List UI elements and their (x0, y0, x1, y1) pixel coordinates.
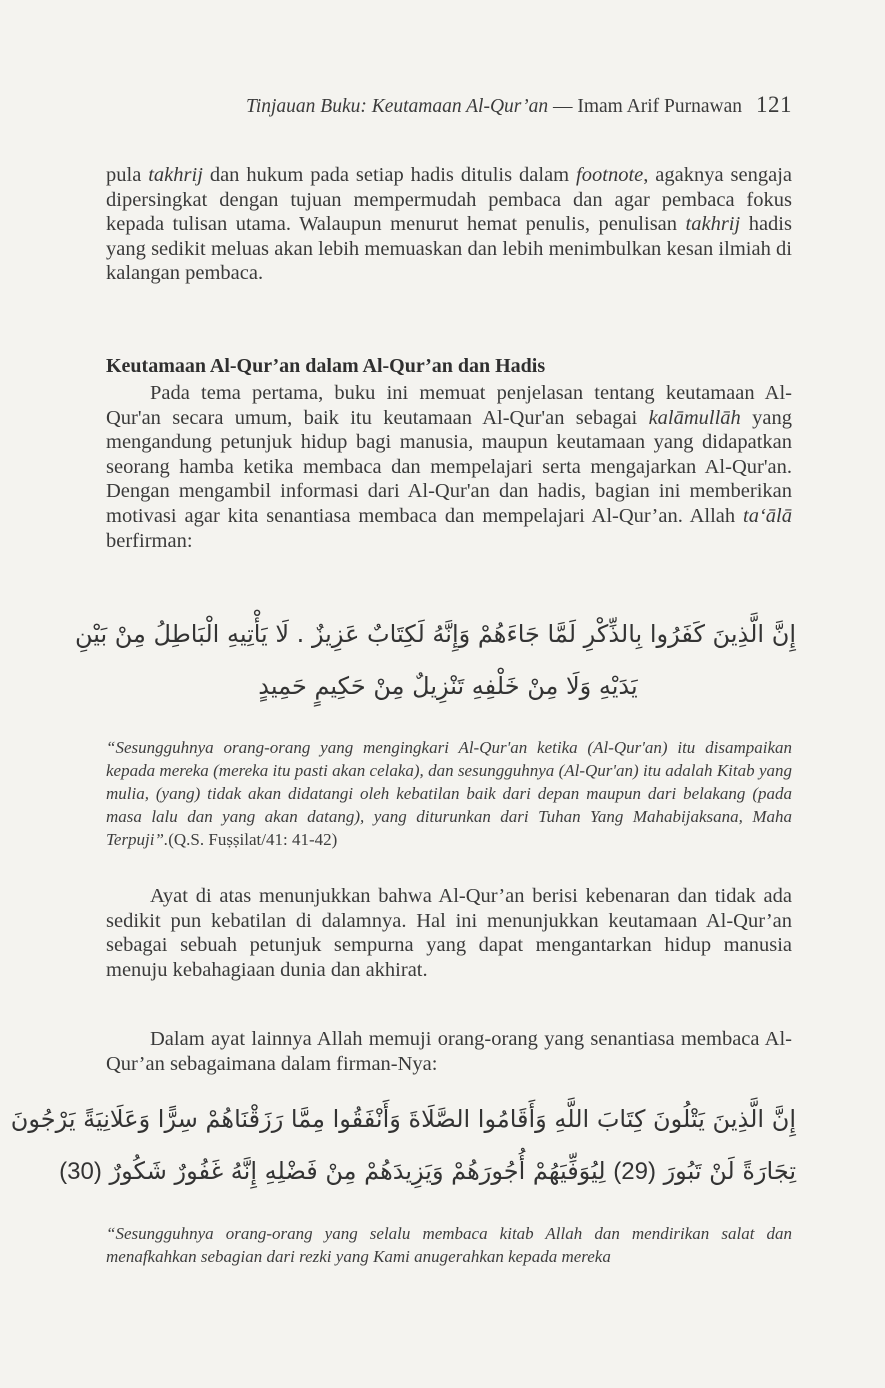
paragraph-intro (106, 163, 792, 286)
text-run: berfirman: (106, 529, 193, 552)
arabic-verse-1-line-2: يَدَيْهِ وَلَا مِنْ خَلْفِهِ تَنْزِيلٌ مِنْ حَكِيمٍ حَمِيدٍ (258, 672, 638, 700)
paragraph-section-intro (106, 381, 792, 553)
paragraph-lead-in: Dalam ayat lainnya Allah memuji orang-orang yang senantiasa membaca Al-Qur’an sebagaimana dalam firman-Nya: (106, 1028, 792, 1075)
page-number: 121 (756, 92, 792, 117)
italic-term: footnote (576, 164, 644, 186)
arabic-verse-1-line-1: إِنَّ الَّذِينَ كَفَرُوا بِالذِّكْرِ لَمَّا جَاءَهُمْ وَإِنَّهُ لَكِتَابٌ عَزِيزٌ . لَا يَأْتِيهِ الْبَاطِلُ مِنْ بَيْنِ (74, 620, 796, 648)
translation-text: “Sesungguhnya orang-orang yang mengingkari Al-Qur'an ketika (Al-Qur'an) itu disampaikan kepada mereka (mereka itu pasti akan celaka), dan sesungguhnya (Al-Qur'an) itu adalah Kitab yang mulia, (yang) tidak akan didatangi oleh kebatilan baik dari depan maupun dari belakang (pada masa lalu dan yang akan datang), yang diturunkan dari Tuhan Yang Mahabijaksana, Maha Terpuji”. (106, 738, 792, 849)
text-run: yang mengandung petunjuk hidup bagi manusia, maupun keutamaan yang didapatkan seorang hamba ketika membaca dan mempelajari serta mengajarkan Al-Qur'an. Dengan mengambil informasi dari Al-Qur'an dan hadis, bagian ini memberikan motivasi agar kita senantiasa membaca dan mempelajari Al-Qur’an. Allah (106, 406, 792, 527)
verse-text: لِيُوَفِّيَهُمْ أُجُورَهُمْ وَيَزِيدَهُمْ مِنْ فَضْلِهِ إِنَّهُ غَفُورٌ شَكُورٌ (109, 1157, 606, 1185)
text-run: pula (106, 164, 149, 186)
verse-number: (29) (613, 1158, 656, 1185)
arabic-verse-2-line-1: إِنَّ الَّذِينَ يَتْلُونَ كِتَابَ اللَّهِ وَأَقَامُوا الصَّلَاةَ وَأَنْفَقُوا مِمَّا رَزَقْنَاهُمْ سِرًّا وَعَلَانِيَةً يَرْجُونَ (10, 1105, 796, 1133)
italic-term: ta‘ālā (743, 504, 792, 527)
text-run: Pada tema pertama, buku ini memuat penjelasan tentang keutamaan Al-Qur'an secara umum, baik itu keutamaan Al-Qur'an sebagai (106, 382, 792, 429)
header-author: Imam Arif Purnawan (577, 96, 742, 117)
verse-text: تِجَارَةً لَنْ تَبُورَ (663, 1157, 796, 1185)
italic-term: takhrij (685, 213, 741, 236)
header-title: Tinjauan Buku: Keutamaan Al-Qur’an (246, 96, 549, 117)
translation-verse-1 (106, 736, 792, 851)
verse-number: (30) (59, 1158, 102, 1185)
italic-term: kalāmullāh (648, 406, 741, 429)
running-header (0, 92, 792, 118)
translation-verse-2: “Sesungguhnya orang-orang yang selalu membaca kitab Allah dan mendirikan salat dan menafkahkan sebagian dari rezki yang Kami anugerahkan kepada mereka (106, 1224, 792, 1266)
header-separator: — (548, 96, 578, 117)
paragraph-explanation: Ayat di atas menunjukkan bahwa Al-Qur’an berisi kebenaran dan tidak ada sedikit pun kebatilan di dalamnya. Hal ini menunjukkan keutamaan Al-Qur’an sebagai sebuah petunjuk sempurna yang dapat mengantarkan hidup manusia menuju kebahagiaan dunia dan akhirat. (106, 885, 792, 981)
text-run: hadis yang sedikit meluas akan lebih memuaskan dan lebih menimbulkan kesan ilmiah di kalangan pembaca. (106, 213, 792, 285)
section-heading: Keutamaan Al-Qur’an dalam Al-Qur’an dan Hadis (106, 355, 546, 377)
verse-reference: (Q.S. Fuṣṣilat/41: 41-42) (168, 830, 338, 849)
italic-term: takhrij (148, 164, 203, 186)
text-run: , agaknya sengaja dipersingkat dengan tujuan mempermudah pembaca dan agar pembaca fokus kepada tulisan utama. Walaupun menurut hemat penulis, penulisan (106, 164, 792, 236)
arabic-verse-2-line-2 (59, 1157, 796, 1186)
text-run: dan hukum pada setiap hadis ditulis dalam (202, 164, 577, 186)
